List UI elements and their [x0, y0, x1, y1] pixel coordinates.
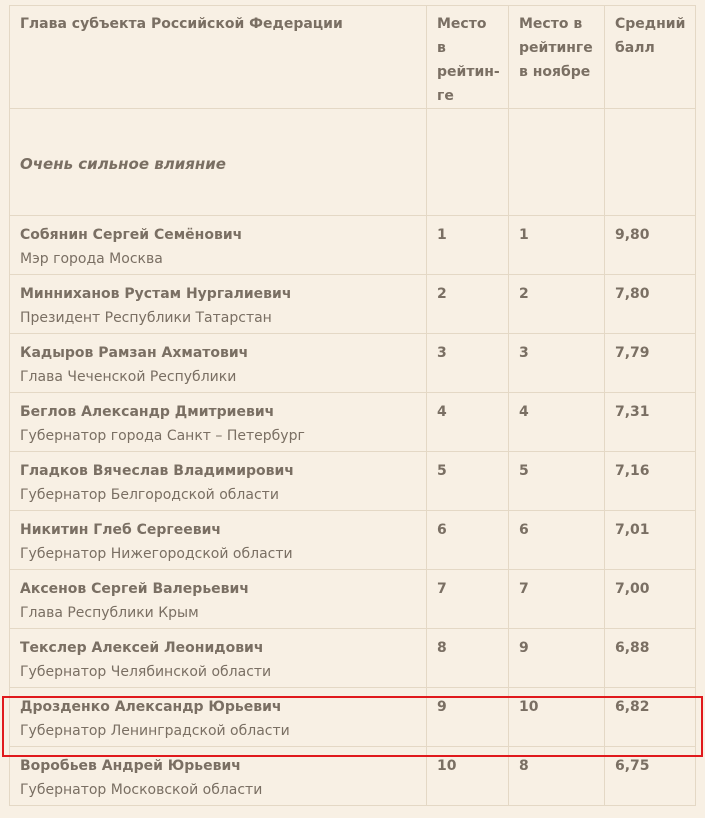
table-row [10, 629, 696, 688]
governor-name: Кадыров Рамзан Ахматович [20, 345, 249, 361]
section-row [10, 109, 696, 216]
score-cell: 7,01 [605, 511, 696, 570]
governor-name: Никитин Глеб Сергеевич [20, 522, 222, 538]
table-header-row [10, 6, 696, 109]
governor-name: Дрозденко Александр Юрьевич [20, 699, 282, 715]
rank-november-cell: 2 [509, 275, 605, 334]
governor-cell [10, 393, 427, 452]
score-cell: 7,80 [605, 275, 696, 334]
score-cell: 9,80 [605, 216, 696, 275]
table-row [10, 334, 696, 393]
score-cell: 7,31 [605, 393, 696, 452]
governor-title: Мэр города Москва [20, 251, 163, 267]
table-row [10, 216, 696, 275]
governor-cell [10, 452, 427, 511]
section-title: Очень сильное влияние [20, 155, 226, 173]
table-row [10, 511, 696, 570]
header-rank-november: Место в рейтинге в ноябре [509, 6, 605, 109]
rank-november-cell: 1 [509, 216, 605, 275]
governors-rating-table [9, 5, 696, 806]
section-title-cell [10, 109, 427, 216]
governor-title: Губернатор города Санкт – Петербург [20, 428, 305, 444]
header-rank: Место в рейтин- ге [427, 6, 509, 109]
rank-cell: 10 [427, 747, 509, 806]
score-cell: 7,16 [605, 452, 696, 511]
table-row [10, 393, 696, 452]
score-cell: 7,79 [605, 334, 696, 393]
governor-name: Аксенов Сергей Валерьевич [20, 581, 249, 597]
governor-title: Глава Чеченской Республики [20, 369, 237, 385]
rank-cell: 7 [427, 570, 509, 629]
rank-november-cell: 8 [509, 747, 605, 806]
rank-november-cell: 3 [509, 334, 605, 393]
table-row [10, 570, 696, 629]
header-governor: Глава субъекта Российской Федерации [10, 6, 427, 109]
score-cell: 6,88 [605, 629, 696, 688]
governor-name: Воробьев Андрей Юрьевич [20, 758, 241, 774]
rank-cell: 2 [427, 275, 509, 334]
governor-name: Гладков Вячеслав Владимирович [20, 463, 294, 479]
governor-title: Губернатор Московской области [20, 782, 263, 798]
governor-title: Президент Республики Татарстан [20, 310, 272, 326]
rank-november-cell: 9 [509, 629, 605, 688]
governor-name: Текслер Алексей Леонидович [20, 640, 264, 656]
rank-cell: 6 [427, 511, 509, 570]
governor-cell [10, 747, 427, 806]
rank-november-cell: 5 [509, 452, 605, 511]
governor-cell [10, 511, 427, 570]
header-average-score: Средний балл [605, 6, 696, 109]
rank-november-cell: 6 [509, 511, 605, 570]
governor-name: Минниханов Рустам Нургалиевич [20, 286, 292, 302]
rank-cell: 3 [427, 334, 509, 393]
governor-cell [10, 275, 427, 334]
governor-title: Губернатор Ленинградской области [20, 723, 290, 739]
table-row [10, 747, 696, 806]
governor-cell [10, 216, 427, 275]
rank-cell: 8 [427, 629, 509, 688]
governor-cell [10, 570, 427, 629]
rank-november-cell: 4 [509, 393, 605, 452]
governor-name: Собянин Сергей Семёнович [20, 227, 243, 243]
governor-cell [10, 334, 427, 393]
score-cell: 6,82 [605, 688, 696, 747]
rank-cell: 4 [427, 393, 509, 452]
governor-title: Глава Республики Крым [20, 605, 199, 621]
governor-title: Губернатор Челябинской области [20, 664, 272, 680]
governor-title: Губернатор Нижегородской области [20, 546, 293, 562]
table-row [10, 688, 696, 747]
score-cell: 6,75 [605, 747, 696, 806]
governor-cell [10, 629, 427, 688]
rank-november-cell: 10 [509, 688, 605, 747]
rank-cell: 1 [427, 216, 509, 275]
rank-cell: 5 [427, 452, 509, 511]
score-cell: 7,00 [605, 570, 696, 629]
rank-november-cell: 7 [509, 570, 605, 629]
governor-cell [10, 688, 427, 747]
rank-cell: 9 [427, 688, 509, 747]
governor-name: Беглов Александр Дмитриевич [20, 404, 275, 420]
governor-title: Губернатор Белгородской области [20, 487, 279, 503]
table-row [10, 452, 696, 511]
table-row [10, 275, 696, 334]
